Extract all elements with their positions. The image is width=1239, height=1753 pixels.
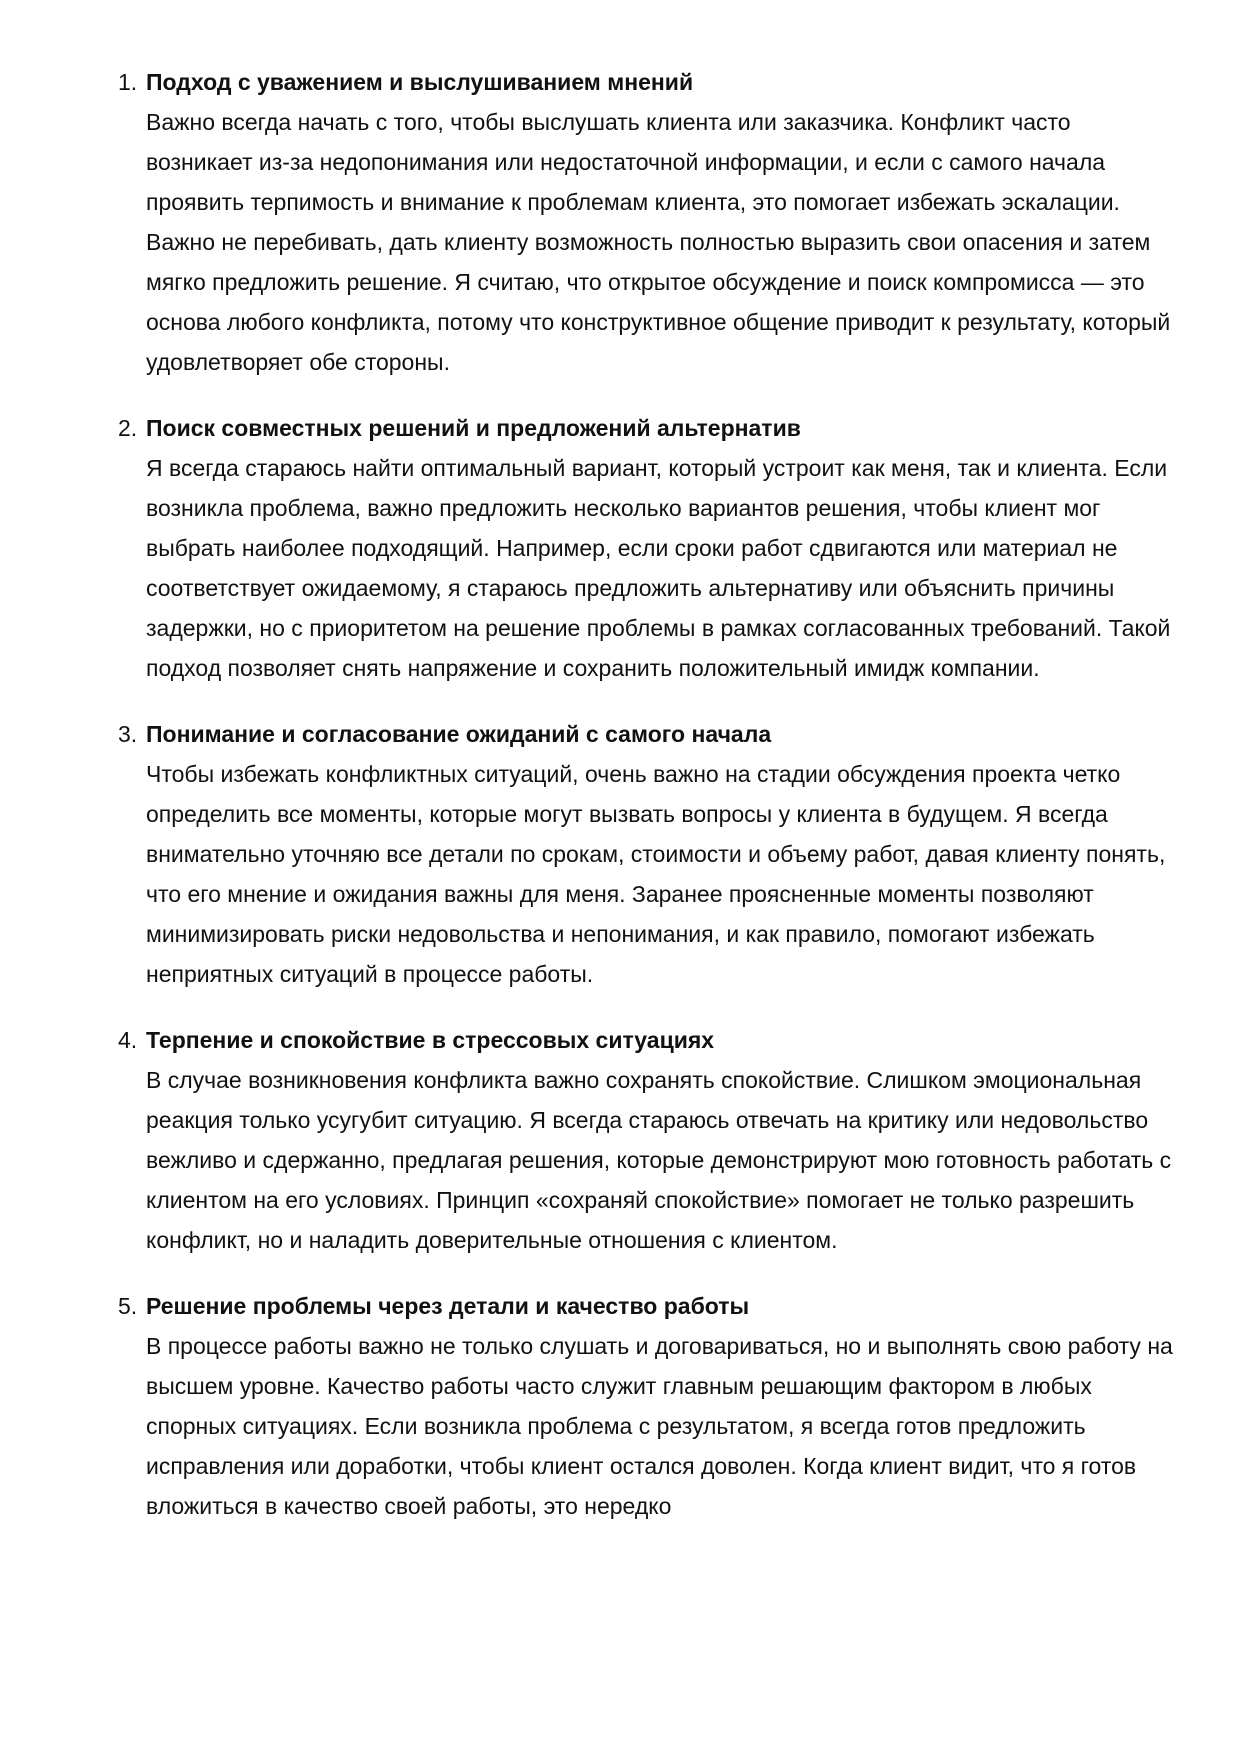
item-number: 4.: [118, 1027, 138, 1053]
item-text: Чтобы избежать конфликтных ситуаций, очень важно на стадии обсуждения проекта четко определить все моменты, которые могут вызвать вопросы у клиента в будущем. Я всегда внимательно уточняю все детали по срокам, стоимости и объему работ, давая клиенту понять, что его мнение и ожидания важны для меня. Заранее проясненные моменты позволяют минимизировать риски недовольства и непонимания, и как правило, помогают избежать неприятных ситуаций в процессе работы.: [146, 761, 1166, 987]
item-number: 1.: [118, 69, 138, 95]
item-number: 2.: [118, 415, 138, 441]
item-text: В процессе работы важно не только слушать и договариваться, но и выполнять свою работу на высшем уровне. Качество работы часто служит главным решающим фактором в любых спорных ситуациях. Если возникла проблема с результатом, я всегда готов предложить исправления или доработки, чтобы клиент остался доволен. Когда клиент видит, что я готов вложиться в качество своей работы, это нередко: [146, 1333, 1173, 1519]
item-text: Я всегда стараюсь найти оптимальный вариант, который устроит как меня, так и клиента. Если возникла проблема, важно предложить несколько вариантов решения, чтобы клиент мог выбрать наиболее подходящий. Например, если сроки работ сдвигаются или материал не соответствует ожидаемому, я стараюсь предложить альтернативу или объяснить причины задержки, но с приоритетом на решение проблемы в рамках согласованных требований. Такой подход позволяет снять напряжение и сохранить положительный имидж компании.: [146, 455, 1171, 681]
item-text: В случае возникновения конфликта важно сохранять спокойствие. Слишком эмоциональная реакция только усугубит ситуацию. Я всегда стараюсь отвечать на критику или недовольство вежливо и сдержанно, предлагая решения, которые демонстрируют мою готовность работать с клиентом на его условиях. Принцип «сохраняй спокойствие» помогает не только разрешить конфликт, но и наладить доверительные отношения с клиентом.: [146, 1067, 1172, 1253]
item-title: Решение проблемы через детали и качество работы: [146, 1293, 750, 1319]
item-title: Понимание и согласование ожиданий с самого начала: [146, 721, 772, 747]
item-title: Терпение и спокойствие в стрессовых ситуациях: [146, 1027, 715, 1053]
item-title: Подход с уважением и выслушиванием мнений: [146, 69, 694, 95]
list-item: [118, 408, 1178, 688]
item-number: 5.: [118, 1293, 138, 1319]
list-item: [118, 1020, 1178, 1260]
list-item: [118, 714, 1178, 994]
list-item: [118, 1286, 1178, 1526]
item-number: 3.: [118, 721, 138, 747]
item-title: Поиск совместных решений и предложений альтернатив: [146, 415, 801, 441]
item-text: Важно всегда начать с того, чтобы выслушать клиента или заказчика. Конфликт часто возникает из-за недопонимания или недостаточной информации, и если с самого начала проявить терпимость и внимание к проблемам клиента, это помогает избежать эскалации. Важно не перебивать, дать клиенту возможность полностью выразить свои опасения и затем мягко предложить решение. Я считаю, что открытое обсуждение и поиск компромисса — это основа любого конфликта, потому что конструктивное общение приводит к результату, который удовлетворяет обе стороны.: [146, 109, 1171, 375]
list-item: [118, 62, 1178, 382]
numbered-list: [118, 62, 1178, 1552]
